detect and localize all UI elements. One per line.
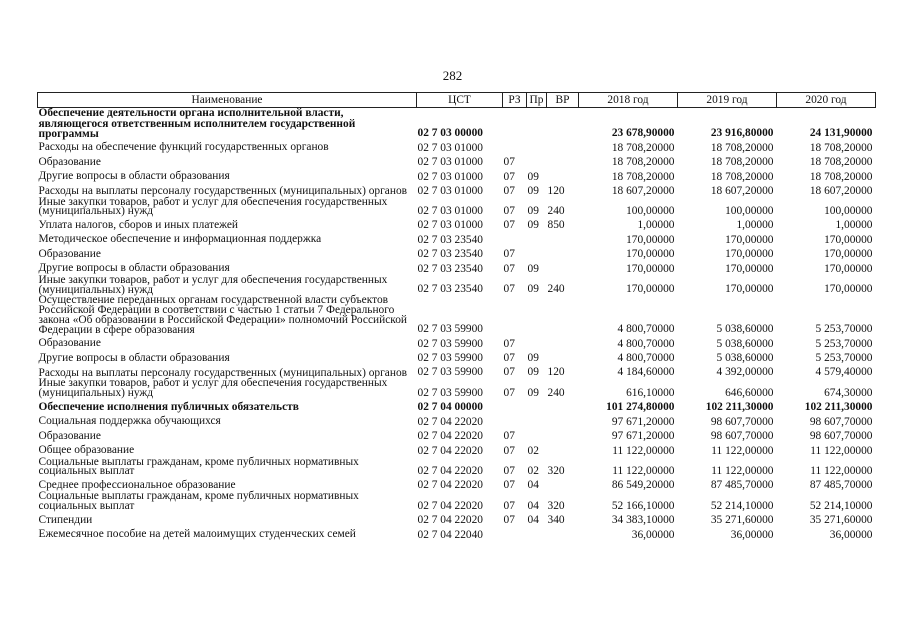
table-row [38,140,876,155]
cell-y2020: 98 607,70000 [809,415,873,428]
cell-vr [547,296,579,336]
cell-vr [547,351,579,366]
cell-name: Обеспечение деятельности органа исполнительной власти, являющегося ответственным исполнителем государственной программы [38,107,356,140]
table-row [38,336,876,351]
cell-pr [527,140,547,155]
cell-y2018: 1,00000 [637,219,675,232]
cell-y2019: 5 038,60000 [716,337,774,350]
cell-name: Образование [38,247,101,260]
table-row [38,276,876,296]
cell-rz: 07 [503,366,515,379]
cell-csr: 02 7 03 59900 [417,386,483,399]
cell-vr [547,527,579,542]
table-row [38,155,876,170]
cell-y2019: 170,00000 [725,233,774,246]
cell-name: Среднее профессиональное образование [38,478,236,491]
cell-y2020: 18 708,20000 [809,170,873,183]
cell-pr: 02 [527,464,539,477]
cell-y2019: 98 607,70000 [710,430,774,443]
cell-csr: 02 7 04 22020 [417,464,483,477]
cell-pr [527,247,547,262]
header-name: Наименование [38,93,417,108]
cell-vr: 240 [547,283,565,296]
cell-csr: 02 7 03 59900 [417,366,483,379]
cell-y2019: 18 708,20000 [710,156,774,168]
cell-pr: 09 [527,283,539,296]
cell-y2018: 11 122,00000 [612,444,675,457]
cell-vr [547,443,579,458]
cell-vr: 320 [547,499,565,512]
cell-pr [527,429,547,444]
cell-y2020: 11 122,00000 [810,464,873,477]
cell-pr: 04 [527,514,539,527]
cell-y2018: 86 549,20000 [611,479,675,492]
table-row [38,108,876,141]
cell-rz: 07 [503,430,515,443]
cell-csr: 02 7 04 22020 [417,444,483,457]
cell-vr [547,336,579,351]
cell-vr [547,414,579,429]
cell-name: Стипендии [38,513,93,526]
cell-name: Обеспечение исполнения публичных обязательств [38,400,299,413]
table-row [38,458,876,478]
header-2018: 2018 год [579,93,678,108]
cell-y2018: 18 708,20000 [611,156,675,168]
cell-rz [503,108,527,141]
cell-vr [547,169,579,184]
cell-y2019: 170,00000 [725,262,774,275]
cell-y2020: 11 122,00000 [810,444,873,457]
cell-y2019: 170,00000 [725,283,774,296]
cell-rz: 07 [503,386,515,399]
cell-y2018: 4 800,70000 [617,337,675,350]
table-row [38,218,876,233]
cell-pr: 04 [527,499,539,512]
cell-y2019: 23 916,80000 [710,127,774,139]
cell-pr: 09 [527,366,539,379]
cell-pr: 09 [527,386,539,399]
cell-pr [527,296,547,336]
cell-name: Другие вопросы в области образования [38,262,230,275]
cell-y2020: 5 253,70000 [815,337,873,350]
cell-y2018: 36,00000 [631,528,675,541]
cell-y2018: 18 708,20000 [611,141,675,154]
cell-pr [527,336,547,351]
header-csr: ЦСТ [417,93,503,108]
cell-y2019: 100,00000 [725,204,774,217]
cell-name: Методическое обеспечение и информационная поддержка [38,233,322,246]
cell-csr: 02 7 04 22040 [417,528,483,541]
cell-csr: 02 7 03 01000 [417,170,483,183]
cell-pr: 09 [527,352,539,365]
cell-y2020: 35 271,60000 [809,514,873,527]
cell-csr: 02 7 04 22020 [417,479,483,492]
cell-name: Социальные выплаты гражданам, кроме публичных нормативных социальных выплат [38,490,359,513]
cell-pr [527,108,547,141]
cell-y2020: 100,00000 [824,204,873,217]
cell-name: Образование [38,155,101,168]
header-pr: Пр [527,93,547,108]
cell-y2020: 18 607,20000 [809,184,873,197]
cell-vr [547,108,579,141]
table-body [38,108,876,542]
cell-rz: 07 [503,184,515,197]
table-row [38,492,876,512]
cell-rz [503,296,527,336]
cell-name: Иные закупки товаров, работ и услуг для обеспечения государственных (муниципальных) нужд [38,377,388,400]
cell-rz [503,400,527,415]
cell-vr: 340 [547,514,565,527]
cell-y2019: 102 211,30000 [705,401,774,414]
cell-pr: 09 [527,219,539,232]
cell-name: Уплата налогов, сборов и иных платежей [38,218,238,231]
cell-csr: 02 7 04 22020 [417,514,483,527]
cell-y2019: 35 271,60000 [710,514,774,527]
cell-y2019: 11 122,00000 [711,464,774,477]
cell-y2018: 11 122,00000 [612,464,675,477]
cell-pr [527,414,547,429]
cell-rz: 07 [503,262,515,275]
table-row [38,379,876,399]
table-row [38,414,876,429]
cell-name: Расходы на выплаты персоналу государственных (муниципальных) органов [38,185,408,198]
cell-pr: 02 [527,444,539,457]
cell-y2018: 18 607,20000 [611,184,675,197]
cell-y2020: 18 708,20000 [809,156,873,168]
cell-pr: 09 [527,184,539,197]
cell-name: Расходы на обеспечение функций государственных органов [38,141,329,153]
cell-vr: 850 [547,219,565,232]
cell-rz [503,232,527,247]
cell-pr: 09 [527,262,539,275]
table-row [38,513,876,528]
cell-y2020: 674,30000 [824,386,873,399]
cell-y2020: 102 211,30000 [804,401,873,414]
cell-y2019: 87 485,70000 [710,479,774,492]
cell-csr: 02 7 03 23540 [417,283,483,296]
cell-rz: 07 [503,352,515,365]
cell-y2020: 52 214,10000 [809,499,873,512]
table-header-row [38,93,876,108]
cell-y2019: 52 214,10000 [710,499,774,512]
cell-y2019: 4 392,00000 [716,366,774,379]
table-row [38,232,876,247]
cell-rz: 07 [503,499,515,512]
cell-csr: 02 7 04 22020 [417,415,483,428]
cell-vr [547,140,579,155]
cell-y2019: 646,60000 [725,386,774,399]
table-row [38,429,876,444]
cell-y2020: 98 607,70000 [809,430,873,443]
budget-table [37,92,876,542]
cell-vr [547,478,579,493]
header-rz: РЗ [503,93,527,108]
cell-y2018: 97 671,20000 [611,430,675,443]
cell-y2018: 616,10000 [626,386,675,399]
cell-y2019: 98 607,70000 [710,415,774,428]
cell-y2018: 18 708,20000 [611,170,675,183]
cell-y2018: 52 166,10000 [611,499,675,512]
cell-name: Осуществление переданных органам государственной власти субъектов Российской Федерации в соответствии с частью 1 статьи 7 Федерального закона «Об образовании в Российской Федерации» полномочий Российской Федерации в сфере образования [38,294,408,336]
cell-y2020: 170,00000 [824,283,873,296]
header-vr: ВР [547,93,579,108]
cell-pr: 04 [527,479,539,492]
cell-csr: 02 7 04 22020 [417,430,483,443]
cell-y2018: 170,00000 [626,262,675,275]
cell-vr: 120 [547,366,565,379]
cell-y2018: 100,00000 [626,204,675,217]
cell-name: Общее образование [38,444,135,457]
cell-rz: 07 [503,337,515,350]
cell-y2019: 11 122,00000 [711,444,774,457]
cell-pr [527,400,547,415]
cell-vr [547,400,579,415]
cell-y2018: 170,00000 [626,283,675,296]
table-row [38,527,876,542]
cell-y2020: 170,00000 [824,248,873,261]
header-2020: 2020 год [777,93,876,108]
cell-csr: 02 7 03 23540 [417,248,483,261]
table-row [38,296,876,336]
cell-rz [503,414,527,429]
cell-vr [547,232,579,247]
cell-vr: 240 [547,386,565,399]
cell-csr: 02 7 03 01000 [417,204,483,217]
cell-rz: 07 [503,248,515,261]
cell-rz: 07 [503,170,515,183]
cell-csr: 02 7 03 23540 [417,233,483,246]
cell-y2019: 5 038,60000 [716,323,774,336]
cell-y2020: 18 708,20000 [809,141,873,154]
cell-vr [547,155,579,170]
cell-rz: 07 [503,283,515,296]
cell-y2019: 18 708,20000 [710,170,774,183]
cell-rz [503,140,527,155]
cell-y2018: 4 184,60000 [617,366,675,379]
cell-y2018: 101 274,80000 [606,401,675,414]
cell-vr [547,261,579,276]
cell-rz: 07 [503,219,515,232]
cell-name: Социальная поддержка обучающихся [38,415,221,428]
table-row [38,400,876,415]
cell-y2019: 5 038,60000 [716,352,774,365]
cell-y2020: 4 579,40000 [815,366,873,379]
cell-name: Социальные выплаты гражданам, кроме публичных нормативных социальных выплат [38,455,359,478]
header-2019: 2019 год [678,93,777,108]
table-row [38,198,876,218]
cell-rz [503,527,527,542]
cell-name: Иные закупки товаров, работ и услуг для обеспечения государственных (муниципальных) нужд [38,273,388,296]
cell-y2020: 36,00000 [829,528,873,541]
cell-y2020: 5 253,70000 [815,323,873,336]
cell-vr: 240 [547,204,565,217]
cell-y2020: 170,00000 [824,262,873,275]
cell-y2019: 18 607,20000 [710,184,774,197]
cell-pr: 09 [527,204,539,217]
cell-rz: 07 [503,514,515,527]
cell-pr: 09 [527,170,539,183]
cell-name: Образование [38,337,101,350]
table-row [38,169,876,184]
cell-rz: 07 [503,479,515,492]
cell-vr [547,247,579,262]
cell-y2019: 1,00000 [736,219,774,232]
cell-csr: 02 7 03 59900 [417,323,483,336]
cell-y2020: 1,00000 [835,219,873,232]
cell-y2020: 5 253,70000 [815,352,873,365]
cell-y2019: 36,00000 [730,528,774,541]
cell-pr [527,155,547,170]
table-row [38,351,876,366]
cell-name: Другие вопросы в области образования [38,170,230,182]
cell-name: Образование [38,429,101,442]
cell-y2019: 18 708,20000 [710,141,774,154]
cell-vr: 320 [547,464,565,477]
cell-pr [527,527,547,542]
cell-name: Ежемесячное пособие на детей малоимущих студенческих семей [38,528,356,541]
cell-name: Иные закупки товаров, работ и услуг для обеспечения государственных (муниципальных) нужд [38,195,388,218]
cell-csr: 02 7 03 59900 [417,352,483,365]
cell-name: Расходы на выплаты персоналу государственных (муниципальных) органов [38,366,408,379]
cell-vr [547,429,579,444]
cell-csr: 02 7 03 23540 [417,262,483,275]
cell-y2018: 4 800,70000 [617,323,675,336]
budget-table-container [37,92,875,542]
cell-y2020: 170,00000 [824,233,873,246]
cell-csr: 02 7 03 59900 [417,337,483,350]
cell-pr [527,232,547,247]
cell-rz: 07 [503,156,515,168]
page-number: 282 [442,68,463,83]
cell-y2019: 170,00000 [725,248,774,261]
cell-vr: 120 [547,184,565,197]
cell-csr: 02 7 03 01000 [417,156,483,168]
cell-y2018: 170,00000 [626,233,675,246]
table-row [38,247,876,262]
cell-y2018: 170,00000 [626,248,675,261]
cell-y2020: 87 485,70000 [809,479,873,492]
cell-y2018: 34 383,10000 [611,514,675,527]
cell-csr: 02 7 03 01000 [417,219,483,232]
cell-rz: 07 [503,464,515,477]
cell-csr: 02 7 03 01000 [417,184,483,197]
cell-csr: 02 7 04 22020 [417,499,483,512]
cell-name: Другие вопросы в области образования [38,351,230,364]
cell-csr: 02 7 03 00000 [417,127,483,139]
cell-y2018: 97 671,20000 [611,415,675,428]
cell-csr: 02 7 03 01000 [417,141,483,154]
cell-rz: 07 [503,444,515,457]
cell-csr: 02 7 04 00000 [417,401,483,414]
cell-rz: 07 [503,204,515,217]
cell-y2018: 23 678,90000 [611,127,675,139]
cell-y2018: 4 800,70000 [617,352,675,365]
cell-y2020: 24 131,90000 [809,127,873,139]
